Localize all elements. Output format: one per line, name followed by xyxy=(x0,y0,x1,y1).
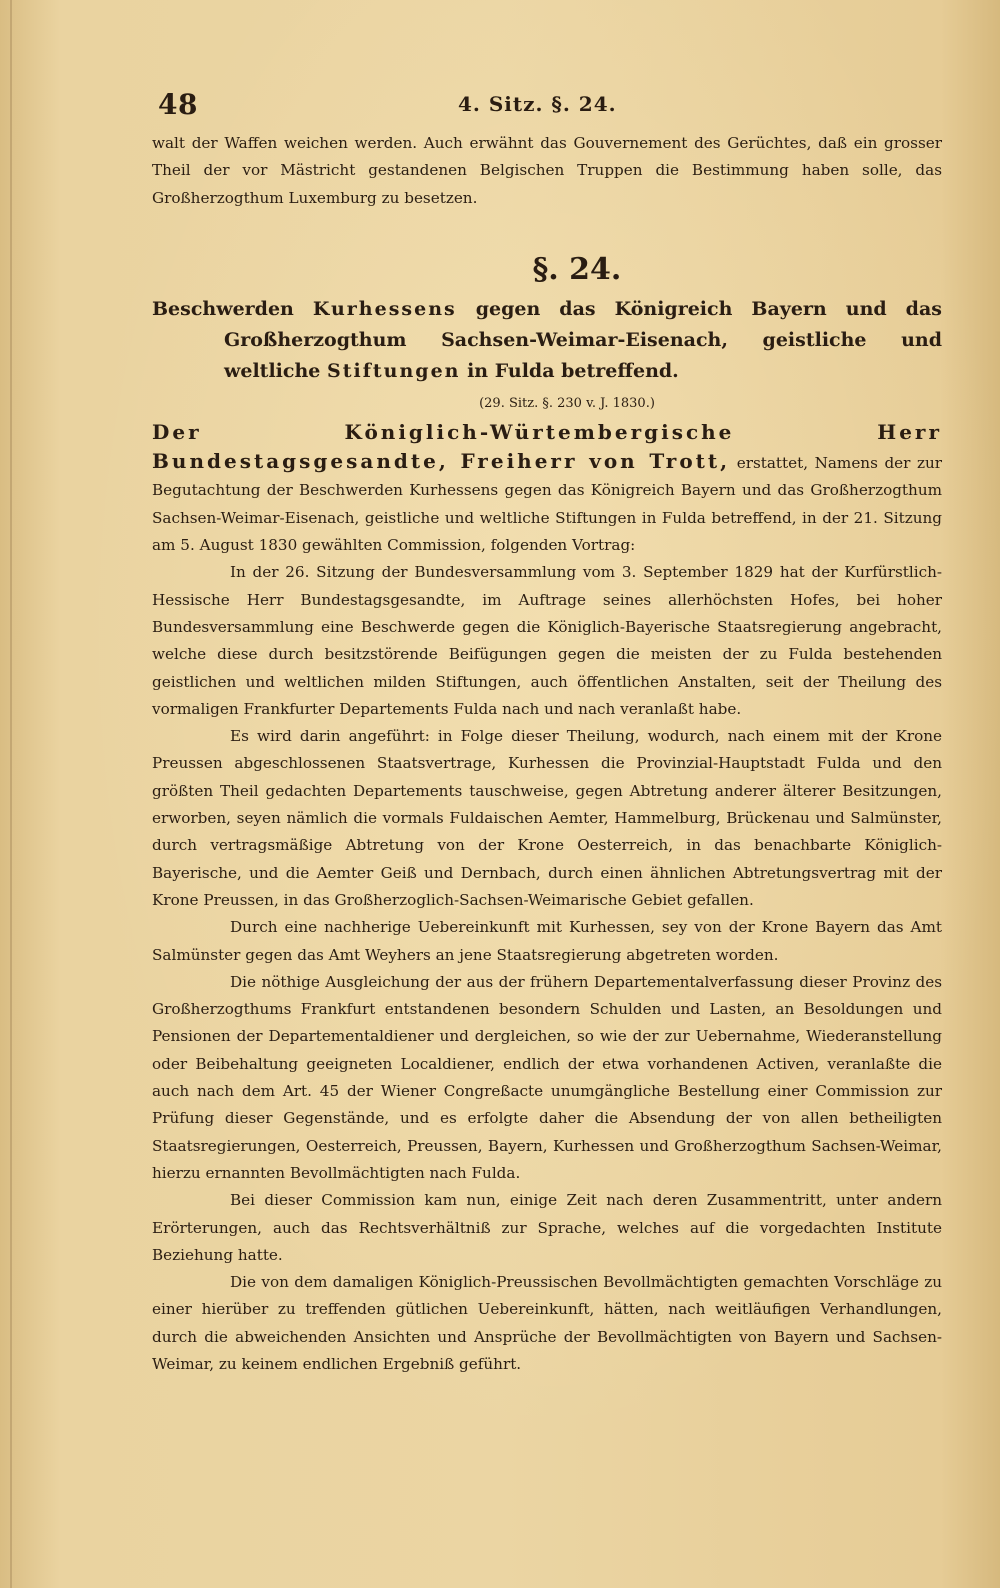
paragraph-opening xyxy=(152,419,942,559)
section-heading-part: Beschwerden xyxy=(152,297,294,320)
paragraph: Durch eine nachherige Uebereinkunft mit Kurhessen, sey von der Krone Bayern das Amt Salmünster gegen das Amt Weyhers an jene Staatsregierung abgetreten worden. xyxy=(152,918,942,964)
paragraph-text: erstattet, Namens der zur Begutachtung der Beschwerden Kurhessens gegen das Königreich Bayern und das Großherzogthum Sachsen-Weimar-Eisenach, geistliche und weltliche Stiftungen in Fulda betreffend, in der 21. Sitzung am 5. August 1830 gewählten Commission, folgenden Vortrag: xyxy=(152,454,943,555)
section-title: §. 24. xyxy=(532,251,622,287)
page-gutter xyxy=(10,0,12,1588)
section-heading-part: gegen das Königreich Bayern und das Großherzogthum Sachsen-Weimar-Eisenach, geistliche und weltliche xyxy=(224,297,942,382)
paragraph: In der 26. Sitzung der Bundesversammlung vom 3. September 1829 hat der Kurfürstlich-Hessische Herr Bundestagsgesandte, im Auftrage seines allerhöchsten Hofes, bei hoher Bundesversammlung eine Beschwerde gegen die Königlich-Bayerische Staatsregierung angebracht, welche diese durch besitzstörende Beifügungen gegen die meisten der zu Fulda bestehenden geistlichen und weltlichen milden Stiftungen, auch öffentlichen Anstalten, seit der Theilung des vormaligen Frankfurter Departements Fulda nach und nach veranlaßt habe. xyxy=(152,563,942,718)
session-citation: (29. Sitz. §. 230 v. J. 1830.) xyxy=(479,395,655,411)
paragraph: Die von dem damaligen Königlich-Preussischen Bevollmächtigten gemachten Vorschläge zu einer hierüber zu treffenden gütlichen Uebereinkunft, hätten, nach weitläufigen Verhandlungen, durch die abweichenden Ansichten und Ansprüche der Bevollmächtigten von Bayern und Sachsen-Weimar, zu keinem endlichen Ergebniß geführt. xyxy=(152,1273,942,1373)
section-heading-emphasis: Stiftungen xyxy=(326,359,461,382)
section-heading-emphasis: Kurhessens xyxy=(312,297,457,320)
paragraph-continuation: walt der Waffen weichen werden. Auch erwähnt das Gouvernement des Gerüchtes, daß ein grosser Theil der vor Mästricht gestandenen Belgischen Truppen die Bestimmung haben solle, das Großherzogthum Luxemburg zu besetzen. xyxy=(152,134,942,207)
text-body xyxy=(152,130,942,1378)
speaker-name: Der Königlich-Würtembergische Herr Bundestagsgesandte, Freiherr von Trott, xyxy=(152,419,942,474)
running-head: 4. Sitz. §. 24. xyxy=(458,92,617,116)
page-header xyxy=(158,88,938,128)
page-number: 48 xyxy=(158,88,198,121)
section-heading-part: in Fulda betreffend. xyxy=(467,359,679,382)
section-heading xyxy=(152,294,942,387)
paragraph: Die nöthige Ausgleichung der aus der frühern Departementalverfassung dieser Provinz des Großherzogthums Frankfurt entstandenen besondern Schulden und Lasten, an Besoldungen und Pensionen der Departementaldiener und dergleichen, so wie der zur Uebernahme, Wiederanstellung oder Beibehaltung geeigneten Localdiener, endlich der etwa vorhandenen Activen, veranlaßte die auch nach dem Art. 45 der Wiener Congreßacte unumgängliche Bestellung einer Commission zur Prüfung dieser Gegenstände, und es erfolgte daher die Absendung der von allen betheiligten Staatsregierungen, Oesterreich, Preussen, Bayern, Kurhessen und Großherzogthum Sachsen-Weimar, hierzu ernannten Bevollmächtigten nach Fulda. xyxy=(152,972,942,1182)
paragraph: Es wird darin angeführt: in Folge dieser Theilung, wodurch, nach einem mit der Krone Preussen abgeschlossenen Staatsvertrage, Kurhessen die Provinzial-Hauptstadt Fulda und den größten Theil gedachten Departements tauschweise, gegen Abtretung anderer älterer Besitzungen, erworben, seyen nämlich die vormals Fuldaischen Aemter, Hammelburg, Brückenau und Salmünster, durch vertragsmäßige Abtretung von der Krone Oesterreich, in das benachbarte Königlich-Bayerische, und die Aemter Geiß und Dernbach, durch einen ähnlichen Abtretungsvertrag mit der Krone Preussen, in das Großherzoglich-Sachsen-Weimarische Gebiet gefallen. xyxy=(152,727,942,909)
paragraph: Bei dieser Commission kam nun, einige Zeit nach deren Zusammentritt, unter andern Erörterungen, auch das Rechtsverhältniß zur Sprache, welches auf die vorgedachten Institute Beziehung hatte. xyxy=(152,1191,942,1264)
